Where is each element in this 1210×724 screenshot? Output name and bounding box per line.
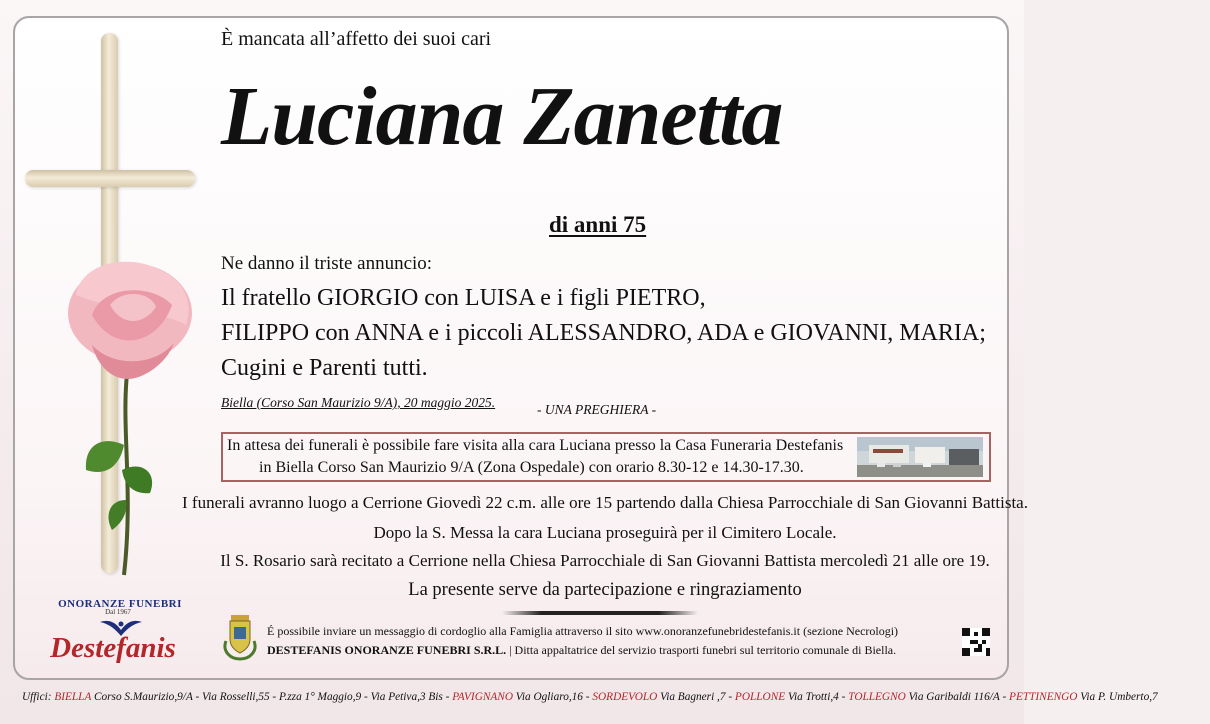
thanks-text: La presente serve da partecipazione e ringraziamento: [408, 580, 802, 600]
visit-info-box: [221, 432, 991, 482]
logo-arc-text: ONORANZE FUNEBRI: [58, 598, 182, 610]
company-description: | Ditta appaltatrice del servizio trasporti funebri sul territorio comunale di Biella.: [506, 643, 897, 657]
age-text: di anni 75: [549, 212, 647, 237]
funeral-line: Dopo la S. Messa la cara Luciana proseguirà per il Cimitero Locale.: [373, 523, 837, 542]
office-city: TOLLEGNO: [848, 691, 906, 703]
intro-text: È mancata all’affetto dei suoi cari: [221, 28, 492, 50]
cross-arm: [25, 170, 195, 187]
prayer-text: - UNA PREGHIERA -: [537, 402, 657, 417]
office-city: SORDEVOLO: [592, 691, 658, 703]
funeral-line: I funerali avranno luogo a Cerrione Giovedì 22 c.m. alle ore 15 partendo dalla Chiesa Parrocchiale di San Giovanni Battista.: [182, 493, 1028, 512]
logo-since: Dal 1967: [105, 608, 131, 616]
place-date: Biella (Corso San Maurizio 9/A), 20 maggio 2025.: [221, 395, 496, 410]
office-city: POLLONE: [734, 691, 786, 703]
announce-text: Ne danno il triste annuncio:: [221, 253, 433, 274]
office-address: Via Bagneri ,7 -: [657, 691, 735, 703]
visit-line-2: in Biella Corso San Maurizio 9/A (Zona Ospedale) con orario 8.30-12 e 14.30-17.30.: [259, 459, 804, 476]
visit-line-1: In attesa dei funerali è possibile fare visita alla cara Luciana presso la Casa Funeraria Destefanis: [227, 437, 844, 454]
funeral-line: Il S. Rosario sarà recitato a Cerrione nella Chiesa Parrocchiale di San Giovanni Battista mercoledì 21 alle ore 19.: [220, 551, 990, 570]
qr-code-icon: [962, 628, 990, 656]
office-address: Via P. Umberto,7: [1077, 691, 1158, 703]
divider: [502, 611, 698, 615]
company-name: DESTEFANIS ONORANZE FUNEBRI S.R.L.: [267, 643, 507, 657]
logo-name: Destefanis: [50, 632, 176, 664]
office-city: PAVIGNANO: [452, 691, 513, 703]
company-info: [267, 643, 896, 658]
deceased-name: Luciana Zanetta: [221, 70, 783, 163]
building-photo: [857, 437, 983, 477]
destefanis-logo: [28, 598, 198, 670]
crest-icon: [220, 611, 260, 661]
family-line: Cugini e Parenti tutti.: [221, 355, 428, 381]
office-city: PETTINENGO: [1009, 691, 1078, 703]
family-line: Il fratello GIORGIO con LUISA e i figli PIETRO,: [221, 285, 706, 311]
offices-label: Uffici:: [22, 691, 55, 703]
office-city: BIELLA: [54, 691, 92, 703]
family-line: FILIPPO con ANNA e i piccoli ALESSANDRO, ADA e GIOVANNI, MARIA;: [221, 320, 986, 346]
office-address: Corso S.Maurizio,9/A - Via Rosselli,55 - P.zza 1° Maggio,9 - Via Petiva,3 Bis -: [91, 691, 453, 703]
office-address: Via Ogliaro,16 -: [512, 691, 593, 703]
offices-footer: [22, 691, 1158, 703]
office-address: Via Garibaldi 116/A -: [905, 691, 1010, 703]
office-address: Via Trotti,4 -: [785, 691, 849, 703]
condolence-message: É possibile inviare un messaggio di cordoglio alla Famiglia attraverso il sito www.onoranzefunebridestefanis.it (sezione Necrologi): [267, 624, 899, 638]
